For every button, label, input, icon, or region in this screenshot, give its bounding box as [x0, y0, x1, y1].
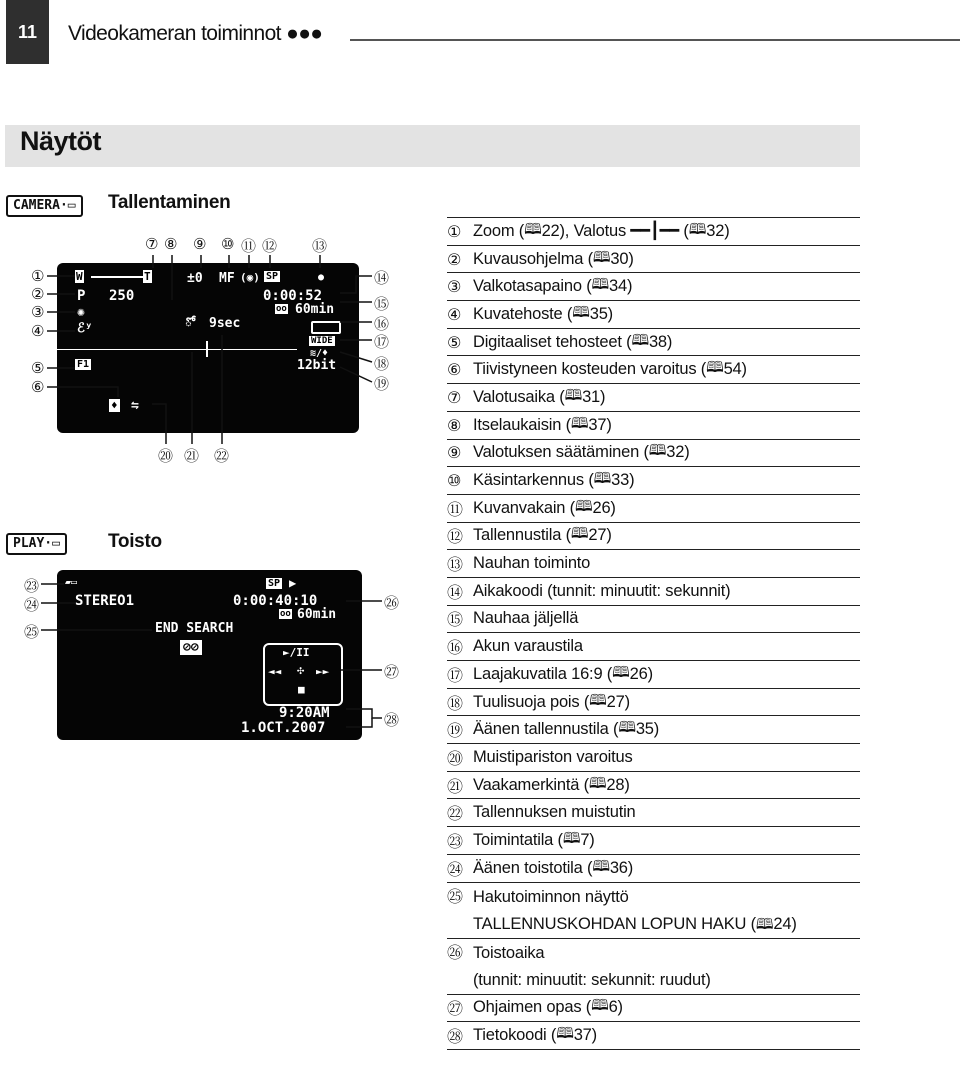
legend-num: ① — [447, 221, 462, 241]
white-balance-icon: ✺ — [77, 305, 85, 320]
callout-11: ⑪ — [241, 237, 257, 255]
book-icon: 🕮 — [591, 996, 609, 1015]
legend-text: ) — [684, 443, 690, 462]
legend-text: ) — [724, 221, 730, 240]
legend-text: Äänen toistotila ( — [473, 858, 593, 877]
legend-ref: 30 — [610, 249, 629, 268]
legend-row-10 — [447, 466, 860, 494]
legend-text: Hakutoiminnon näyttö — [473, 887, 629, 906]
book-icon: 🕮 — [592, 247, 611, 266]
legend-text: ) — [624, 692, 630, 711]
legend-num: ⑳ — [447, 748, 463, 768]
callout-19: ⑲ — [374, 375, 390, 393]
legend-ref: 28 — [606, 775, 625, 794]
legend-ref: 31 — [582, 387, 601, 406]
play-mode-label: Toisto — [108, 531, 162, 552]
camera-mode-badge: CAMERA·▭ — [6, 195, 83, 217]
callout-4: ④ — [31, 322, 45, 340]
legend-row-11 — [447, 494, 860, 522]
image-effect-icon: ℰʸ — [77, 321, 93, 336]
legend-ref: 32 — [666, 443, 685, 462]
legend-ref: 37 — [588, 415, 607, 434]
legend-text: ) — [606, 415, 612, 434]
callout-10: ⑩ — [221, 235, 235, 253]
rewind-icon: ◄◄ — [268, 665, 282, 678]
legend-ref: 24 — [773, 914, 792, 933]
legend-num: ⑥ — [447, 360, 462, 380]
legend-row-4 — [447, 300, 860, 328]
legend-text: Valkotasapaino ( — [473, 277, 592, 296]
callout-16: ⑯ — [374, 315, 390, 333]
play-rec-mode-sp: SP — [268, 578, 281, 589]
widescreen-badge: WIDE — [311, 336, 333, 346]
legend-ref: 35 — [635, 720, 654, 739]
legend-num: ⑭ — [447, 582, 463, 602]
legend-row-2 — [447, 245, 860, 273]
wind-screen-icon: ≋/♦ — [310, 348, 329, 359]
play-mode-badge: PLAY·▭ — [6, 533, 67, 555]
legend-row-22 — [447, 798, 860, 826]
shutter-value: 250 — [109, 288, 135, 304]
book-icon: 🕮 — [589, 690, 607, 709]
legend-text: Tallennuksen muistutin — [473, 803, 636, 822]
callout-18: ⑱ — [374, 355, 390, 373]
legend-num: ⑩ — [447, 471, 462, 491]
callout-25: ㉕ — [24, 623, 40, 641]
legend-text: Toistoaika — [473, 943, 545, 962]
legend-text: Nauhan toiminto — [473, 554, 591, 573]
legend-row-20 — [447, 743, 860, 771]
callout-23: ㉓ — [24, 577, 40, 595]
callout-21: ㉑ — [184, 447, 200, 465]
callout-9: ⑨ — [193, 235, 207, 253]
book-icon: 🕮 — [570, 524, 589, 543]
legend-row-14 — [447, 577, 860, 605]
legend-ref: 54 — [723, 360, 742, 379]
legend-text: ) — [653, 720, 660, 739]
legend-num: ③ — [447, 277, 462, 297]
search-progress-icon: ⊘⊘ — [180, 640, 202, 655]
legend-text: Vaakamerkintä ( — [473, 775, 589, 794]
legend-text: Tallennustila ( — [473, 526, 571, 545]
callout-15: ⑮ — [374, 295, 390, 313]
legend-num: ㉒ — [447, 804, 463, 824]
legend-row-8 — [447, 411, 860, 439]
legend-ref: 34 — [609, 277, 627, 296]
legend-num: ⑨ — [447, 443, 462, 463]
callout-1: ① — [31, 267, 45, 285]
end-search-label: END SEARCH — [155, 621, 234, 636]
legend-text: Ohjaimen opas ( — [473, 998, 592, 1017]
legend-text: ) — [607, 304, 613, 323]
legend-ref: 38 — [648, 332, 667, 351]
callout-6: ⑥ — [31, 378, 45, 396]
legend-ref: 7 — [580, 830, 590, 849]
page-number: 11 — [17, 21, 38, 42]
legend-row-15 — [447, 605, 860, 633]
legend-num: ㉕ — [447, 886, 463, 906]
legend-row-24 — [447, 854, 860, 882]
joystick-center-icon: ✣ — [297, 663, 305, 677]
legend-text: Toimintatila ( — [473, 830, 563, 849]
book-icon: 🕮 — [631, 330, 649, 349]
legend-text: Zoom ( — [473, 221, 525, 240]
legend-num: ⑯ — [447, 638, 463, 658]
legend-text: Muistipariston varoitus — [473, 747, 633, 766]
legend-row-18 — [447, 688, 860, 716]
program-mode: P — [77, 288, 86, 304]
self-timer-icon: ో — [185, 315, 192, 329]
chapter-title: Videokameran toiminnot ●●● — [68, 22, 323, 45]
legend-text: Kuvanvakain ( — [473, 498, 575, 517]
legend-num: ㉑ — [447, 776, 463, 796]
callout-12: ⑫ — [262, 237, 278, 255]
legend-num: ㉖ — [447, 942, 463, 962]
legend-text: ) — [591, 1026, 597, 1045]
legend-ref: 6 — [608, 998, 618, 1017]
play-pause-icon: ►/II — [283, 646, 310, 659]
legend-ref: 33 — [611, 471, 630, 490]
callout-20: ⑳ — [158, 447, 174, 465]
legend-text: ) — [600, 387, 606, 406]
legend-ref: 26 — [629, 664, 648, 683]
legend-row-28 — [447, 1021, 860, 1050]
callout-8: ⑧ — [164, 235, 178, 253]
legend-text: Kuvausohjelma ( — [473, 249, 593, 268]
book-icon: 🕮 — [591, 275, 609, 294]
zoom-t-label: T — [144, 270, 151, 283]
legend-row-17 — [447, 660, 860, 688]
legend-ref: 27 — [606, 692, 625, 711]
book-icon: 🕮 — [706, 358, 724, 377]
legend-row-1 — [447, 217, 860, 245]
tape-remaining: 60min — [295, 302, 335, 317]
legend-ref: 37 — [573, 1026, 592, 1045]
play-indicator-icon: ▶ — [289, 576, 297, 590]
callout-7: ⑦ — [145, 235, 159, 253]
legend-text: Tuulisuoja pois ( — [473, 692, 590, 711]
legend-text: Valotuksen säätäminen ( — [473, 443, 649, 462]
book-icon: 🕮 — [755, 914, 774, 933]
legend-text: ) — [626, 277, 633, 296]
book-icon: 🕮 — [592, 856, 610, 875]
legend-ref: 36 — [609, 858, 628, 877]
book-icon: 🕮 — [564, 385, 583, 404]
legend-num: ⑮ — [447, 610, 463, 630]
legend-row-25 — [447, 882, 860, 938]
legend-ref: 27 — [588, 526, 607, 545]
callout-13: ⑬ — [312, 237, 328, 255]
legend-text: Itselaukaisin ( — [473, 415, 571, 434]
legend-text: Äänen tallennustila ( — [473, 720, 619, 739]
stop-icon: ■ — [298, 683, 305, 696]
play-tape-icon: oo — [280, 609, 291, 619]
book-icon: 🕮 — [556, 1024, 574, 1043]
legend-text: Tietokoodi ( — [473, 1026, 557, 1045]
legend-row-23 — [447, 826, 860, 854]
legend-text: TALLENNUSKOHDAN LOPUN HAKU ( — [473, 914, 756, 933]
legend-ref: 22 — [541, 221, 560, 240]
legend-text: Käsintarkennus ( — [473, 471, 594, 490]
legend-row-27 — [447, 994, 860, 1022]
callout-26: ㉖ — [384, 594, 400, 612]
legend-text: Kuvatehoste ( — [473, 304, 573, 323]
legend-text: ) — [791, 914, 797, 933]
legend-num: ㉘ — [447, 1027, 463, 1047]
tape-icon: oo — [276, 304, 287, 314]
legend-text: Akun varaustila — [473, 637, 583, 656]
book-icon: 🕮 — [524, 219, 542, 238]
legend-num: ④ — [447, 304, 462, 324]
legend-num: ⑲ — [447, 721, 463, 741]
legend-num: ⑱ — [447, 693, 463, 713]
callout-22: ㉒ — [214, 447, 230, 465]
legend-ref: 32 — [706, 221, 725, 240]
legend-text: ), Valotus ━━┃━━ ( — [559, 222, 689, 241]
zoom-w-label: W — [76, 270, 83, 283]
callout-2: ② — [31, 285, 45, 303]
playback-timecode: 0:00:40:10 — [233, 593, 318, 609]
book-icon: 🕮 — [648, 441, 667, 460]
legend-num: ⑦ — [447, 387, 462, 407]
play-tape-remaining: 60min — [297, 607, 337, 622]
legend-num: ㉓ — [447, 831, 463, 851]
condensation-icon: ♦ — [111, 399, 118, 412]
legend-text: ) — [666, 332, 673, 351]
legend-row-7 — [447, 383, 860, 411]
legend-text: Nauhaa jäljellä — [473, 609, 579, 628]
callout-27: ㉗ — [384, 663, 400, 681]
legend-ref: 26 — [592, 498, 611, 517]
legend-text: ) — [610, 498, 616, 517]
legend-text: ) — [627, 858, 634, 877]
legend-row-26 — [447, 938, 860, 994]
legend-row-12 — [447, 522, 860, 550]
legend-num: ⑬ — [447, 555, 463, 575]
legend-row-3 — [447, 272, 860, 300]
callout-17: ⑰ — [374, 333, 390, 351]
legend-row-19 — [447, 715, 860, 743]
legend-num: ⑫ — [447, 527, 463, 547]
legend-row-5 — [447, 328, 860, 356]
camera-mode-label: Tallentaminen — [108, 192, 231, 213]
legend-num: ⑰ — [447, 665, 463, 685]
legend-row-13 — [447, 549, 860, 577]
section-title: Näytöt — [20, 126, 102, 156]
legend-text: Digitaaliset tehosteet ( — [473, 332, 632, 351]
data-code-time: 9:20AM — [279, 705, 330, 721]
self-timer-seconds: 9sec — [209, 316, 241, 331]
legend-text: ) — [606, 526, 612, 545]
legend-text: ) — [624, 775, 630, 794]
legend-text: ) — [628, 249, 634, 268]
legend-num: ㉗ — [447, 999, 463, 1019]
legend-text: ) — [629, 471, 635, 490]
legend-text: Valotusaika ( — [473, 387, 565, 406]
callout-3: ③ — [31, 303, 45, 321]
legend-text: ) — [647, 664, 653, 683]
legend-num: ㉔ — [447, 859, 463, 879]
book-icon: 🕮 — [612, 662, 630, 681]
book-icon: 🕮 — [570, 413, 589, 432]
stabilizer-icon: (◉) — [240, 271, 260, 284]
callout-5: ⑤ — [31, 359, 45, 377]
legend-text: ) — [617, 998, 623, 1017]
operating-mode-icon: ▰▭ — [65, 577, 78, 588]
legend-row-6 — [447, 355, 860, 383]
callout-28: ㉘ — [384, 711, 400, 729]
legend-num: ② — [447, 249, 462, 269]
timecode: 0:00:52 — [263, 288, 323, 304]
exposure-value: ±0 — [187, 271, 203, 286]
book-icon: 🕮 — [574, 496, 593, 515]
legend-num: ⑪ — [447, 499, 463, 519]
legend-text: ) — [589, 830, 595, 849]
audio-output-mode: STEREO1 — [75, 593, 135, 609]
book-icon: 🕮 — [572, 302, 590, 321]
audio-mode: 12bit — [297, 358, 337, 373]
fast-forward-icon: ►► — [316, 665, 330, 678]
legend-text: Laajakuvatila 16:9 ( — [473, 664, 613, 683]
legend-row-21 — [447, 771, 860, 799]
book-icon: 🕮 — [593, 469, 612, 488]
legend-ref: 35 — [589, 304, 608, 323]
legend-num: ⑤ — [447, 332, 462, 352]
legend-text: Aikakoodi (tunnit: minuutit: sekunnit) — [473, 581, 731, 600]
backup-battery-icon: ⇋ — [131, 398, 139, 413]
legend-row-9 — [447, 439, 860, 467]
digital-effect-f1: F1 — [77, 359, 90, 370]
legend-text: ) — [741, 360, 747, 379]
callout-24: ㉔ — [24, 596, 40, 614]
book-icon: 🕮 — [562, 828, 581, 847]
legend-num: ⑧ — [447, 415, 462, 435]
callout-14: ⑭ — [374, 269, 390, 287]
tape-operation-icon: ● — [318, 272, 325, 283]
data-code-date: 1.OCT.2007 — [241, 720, 326, 736]
legend-row-16 — [447, 632, 860, 660]
rec-mode-sp: SP — [266, 271, 279, 282]
book-icon: 🕮 — [618, 718, 636, 737]
legend-text: (tunnit: minuutit: sekunnit: ruudut) — [473, 970, 711, 989]
book-icon: 🕮 — [688, 219, 707, 238]
book-icon: 🕮 — [588, 773, 607, 792]
legend-text: Tiivistyneen kosteuden varoitus ( — [473, 360, 707, 379]
legend-list — [447, 217, 860, 1050]
manual-focus: MF — [219, 271, 235, 286]
